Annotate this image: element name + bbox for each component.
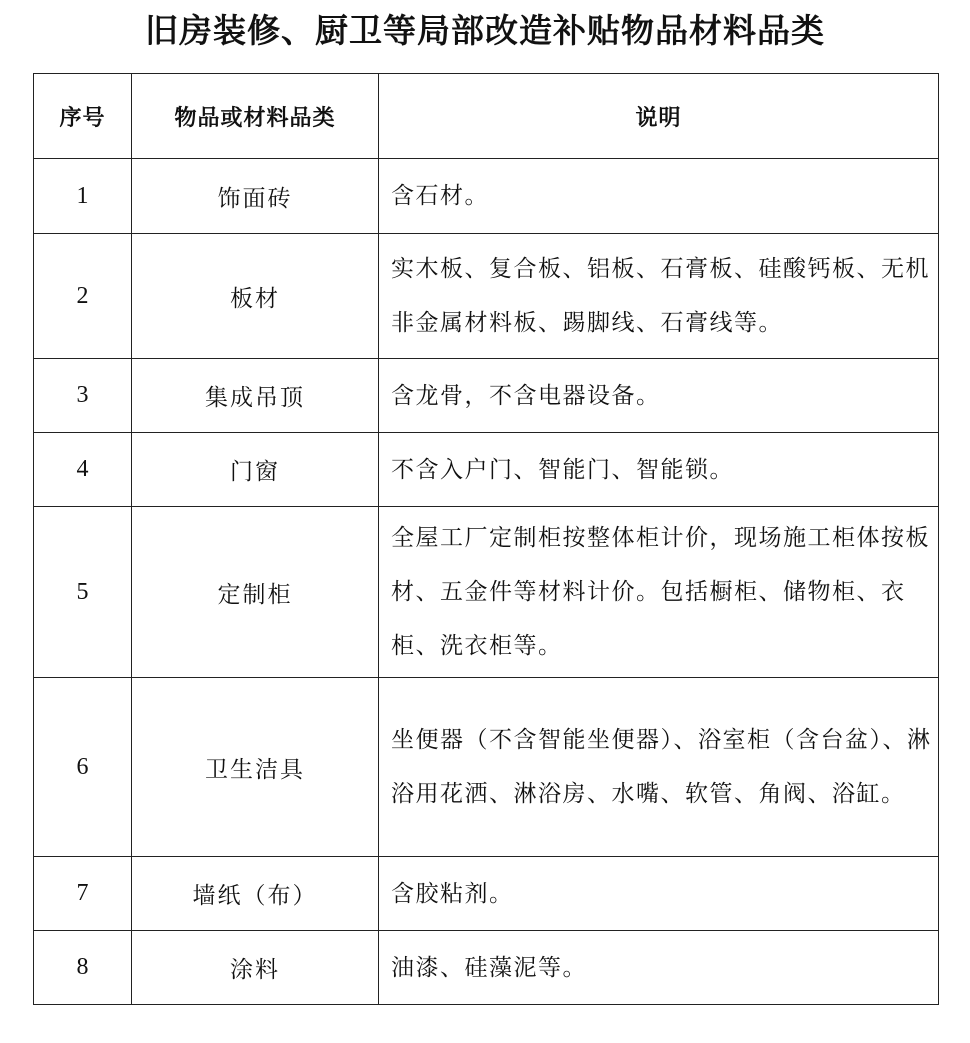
row-category: 涂料: [132, 931, 379, 1005]
table-row: [34, 678, 939, 857]
header-num: 序号: [34, 74, 132, 159]
header-category: 物品或材料品类: [132, 74, 379, 159]
table-row: [34, 857, 939, 931]
row-num: 4: [34, 433, 132, 507]
row-num: 8: [34, 931, 132, 1005]
row-description: 实木板、复合板、铝板、石膏板、硅酸钙板、无机非金属材料板、踢脚线、石膏线等。: [379, 234, 939, 359]
row-description: 含龙骨，不含电器设备。: [379, 359, 939, 433]
row-category: 墙纸（布）: [132, 857, 379, 931]
row-category: 门窗: [132, 433, 379, 507]
row-num: 7: [34, 857, 132, 931]
row-category: 集成吊顶: [132, 359, 379, 433]
subsidy-materials-table: [33, 73, 939, 1005]
table-header-row: [34, 74, 939, 159]
row-description: 坐便器（不含智能坐便器）、浴室柜（含台盆）、淋浴用花洒、淋浴房、水嘴、软管、角阀、浴缸。: [379, 678, 939, 857]
row-num: 3: [34, 359, 132, 433]
row-description: 含胶粘剂。: [379, 857, 939, 931]
row-num: 1: [34, 159, 132, 234]
row-category: 饰面砖: [132, 159, 379, 234]
row-description: 含石材。: [379, 159, 939, 234]
row-description: 不含入户门、智能门、智能锁。: [379, 433, 939, 507]
table-row: [34, 931, 939, 1005]
row-num: 2: [34, 234, 132, 359]
row-num: 5: [34, 507, 132, 678]
row-num: 6: [34, 678, 132, 857]
header-description: 说明: [379, 74, 939, 159]
row-category: 定制柜: [132, 507, 379, 678]
table-row: [34, 234, 939, 359]
page-title: 旧房装修、厨卫等局部改造补贴物品材料品类: [145, 11, 825, 50]
row-category: 板材: [132, 234, 379, 359]
row-description: 油漆、硅藻泥等。: [379, 931, 939, 1005]
table-row: [34, 433, 939, 507]
table-row: [34, 159, 939, 234]
table-row: [34, 507, 939, 678]
row-description: 全屋工厂定制柜按整体柜计价，现场施工柜体按板材、五金件等材料计价。包括橱柜、储物柜、衣柜、洗衣柜等。: [379, 507, 939, 678]
row-category: 卫生洁具: [132, 678, 379, 857]
table-row: [34, 359, 939, 433]
